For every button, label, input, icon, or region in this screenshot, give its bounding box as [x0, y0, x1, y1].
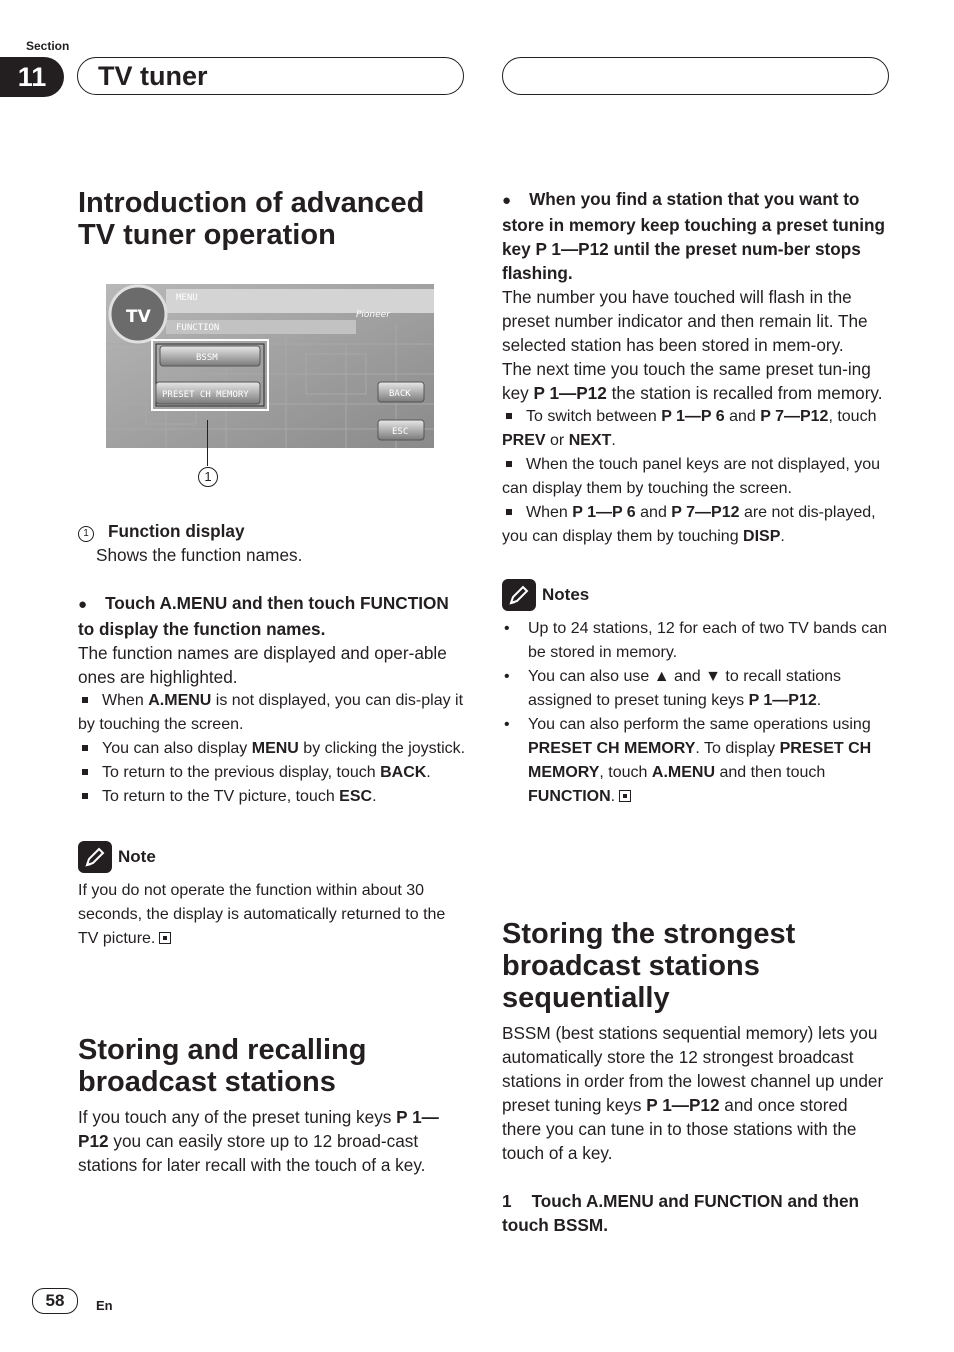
screen-esc-button[interactable]: ESC	[392, 427, 409, 437]
callout-line	[207, 420, 208, 466]
square-bullet-icon	[82, 697, 88, 703]
pencil-icon	[78, 841, 112, 873]
bullet-icon: ●	[502, 192, 512, 209]
note-item-2: • You can also use ▲ and ▼ to recall stations assigned to preset tuning keys P 1—P12.	[502, 665, 890, 713]
screen-brand: Pioneer	[356, 310, 390, 320]
square-bullet-icon	[82, 745, 88, 751]
tv-function-screen	[106, 284, 434, 448]
page-number: 58	[32, 1288, 78, 1314]
intro-bullet-head: Touch A.MENU and then touch FUNCTION to display the function names.	[78, 593, 449, 639]
intro-section	[78, 187, 466, 251]
note-text: If you do not operate the function within about 30 seconds, the display is automatically returned to the TV picture.	[78, 882, 446, 947]
intro-bullet-body: The function names are displayed and oper-able ones are highlighted.	[78, 643, 447, 687]
note-header	[78, 841, 466, 873]
notes-label: Notes	[542, 585, 590, 604]
step-number: 1	[502, 1191, 512, 1211]
end-mark-icon	[159, 932, 171, 944]
callout-desc: Shows the function names.	[96, 545, 303, 565]
end-mark-icon	[619, 790, 631, 802]
intro-tip-3: To return to the previous display, touch BACK.	[78, 761, 466, 785]
bssm-body: BSSM (best stations sequential memory) lets you automatically store the 12 strongest broadcast stations in order from the lowest channel up under preset tuning keys P 1—P12 and once stored there you can tune in to those stations with the touch of a key.	[502, 1023, 884, 1163]
right-body-1: The number you have touched will flash in the preset number indicator and then remain lit. The selected station has been stored in mem-ory.	[502, 287, 868, 355]
storing-heading: Storing and recalling broadcast stations	[78, 1034, 367, 1098]
storing-section	[78, 1034, 466, 1177]
header-pill-empty	[502, 57, 889, 95]
square-bullet-icon	[506, 461, 512, 467]
screen-tv-logo: TV	[126, 307, 151, 327]
right-tip-3: When P 1—P 6 and P 7—P12 are not dis-played, you can display them by touching DISP.	[502, 504, 876, 545]
screen-back-button[interactable]: BACK	[389, 389, 411, 399]
bssm-heading: Storing the strongest broadcast stations sequentially	[502, 918, 796, 1014]
right-body	[502, 187, 890, 809]
section-label: Section	[26, 39, 70, 53]
storing-body: If you touch any of the preset tuning keys P 1—P12 you can easily store up to 12 broad-cast stations for later recall with the touch of a key.	[78, 1107, 439, 1175]
right-tip-2: When the touch panel keys are not displayed, you can display them by touching the screen.	[502, 456, 880, 497]
note-item-1: • Up to 24 stations, 12 for each of two TV bands can be stored in memory.	[502, 617, 890, 665]
callout-title: Function display	[108, 521, 245, 541]
screen-function-label: FUNCTION	[176, 323, 220, 333]
callout-marker: 1	[198, 467, 218, 487]
intro-tip-1: When A.MENU is not displayed, you can dis-play it by touching the screen.	[78, 692, 464, 733]
notes-list	[502, 617, 890, 809]
intro-heading: Introduction of advanced TV tuner operation	[78, 187, 425, 251]
bullet-icon: ●	[78, 596, 88, 613]
screen-bssm-button[interactable]: BSSM	[196, 353, 218, 363]
notes-header	[502, 579, 890, 611]
note-item-3: • You can also perform the same operations using PRESET CH MEMORY. To display PRESET CH MEMORY, touch A.MENU and then touch FUNCTION.	[502, 713, 890, 809]
pencil-icon	[502, 579, 536, 611]
language-code: En	[96, 1298, 113, 1313]
square-bullet-icon	[82, 793, 88, 799]
bssm-section	[502, 918, 890, 1237]
intro-tip-4: To return to the TV picture, touch ESC.	[78, 785, 466, 809]
screen-preset-button[interactable]: PRESET CH MEMORY	[162, 390, 249, 400]
callout-number: 1	[78, 526, 94, 542]
right-tip-1: To switch between P 1—P 6 and P 7—P12, touch PREV or NEXT.	[502, 408, 877, 449]
section-number: 11	[0, 57, 64, 97]
bssm-step-1: 1 Touch A.MENU and FUNCTION and then touch BSSM.	[502, 1191, 860, 1235]
square-bullet-icon	[506, 509, 512, 515]
intro-body	[78, 519, 466, 951]
chapter-title: TV tuner	[77, 57, 464, 95]
intro-tip-2: You can also display MENU by clicking the joystick.	[78, 737, 466, 761]
right-body-2: The next time you touch the same preset tun-ing key P 1—P12 the station is recalled from memory.	[502, 359, 883, 403]
right-bullet-head: When you find a station that you want to store in memory keep touching a preset tuning key P 1—P12 until the preset num-ber stops flashing.	[502, 189, 885, 283]
square-bullet-icon	[506, 413, 512, 419]
screen-graphic	[106, 284, 434, 448]
screen-menu-label: MENU	[176, 293, 198, 303]
note-label: Note	[118, 847, 156, 866]
square-bullet-icon	[82, 769, 88, 775]
